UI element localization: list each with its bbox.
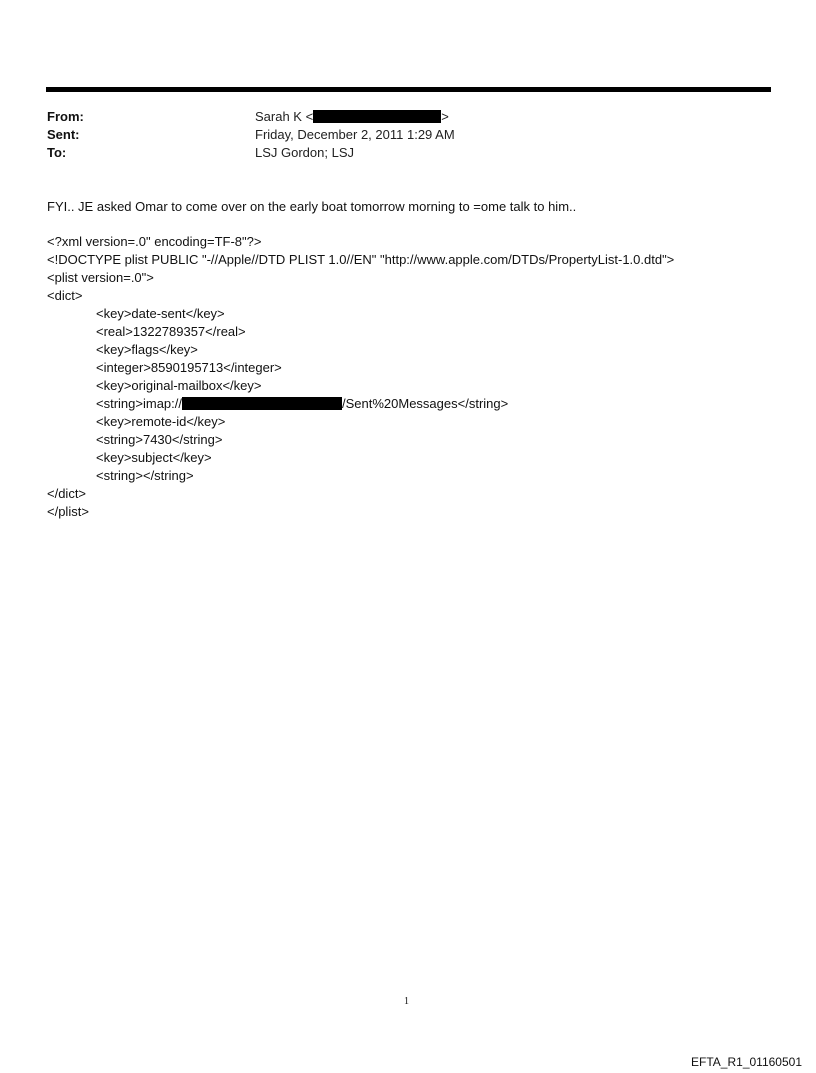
sent-row xyxy=(47,126,455,144)
xml-line: <key>original-mailbox</key> xyxy=(96,378,262,393)
sent-label: Sent: xyxy=(47,127,80,142)
from-row xyxy=(47,108,455,126)
sent-value: Friday, December 2, 2011 1:29 AM xyxy=(255,127,455,142)
xml-line: <string></string> xyxy=(96,468,194,483)
xml-line: <key>remote-id</key> xyxy=(96,414,226,429)
xml-line: <!DOCTYPE plist PUBLIC "-//Apple//DTD PLIST 1.0//EN" "http://www.apple.com/DTDs/PropertyList-1.0.dtd"> xyxy=(47,252,675,267)
xml-plist-block xyxy=(47,233,674,521)
from-name: Sarah K < xyxy=(255,109,314,124)
to-row xyxy=(47,144,455,162)
message-body: FYI.. JE asked Omar to come over on the early boat tomorrow morning to =ome talk to him.. xyxy=(47,199,577,214)
from-value xyxy=(255,108,449,126)
to-value: LSJ Gordon; LSJ xyxy=(255,145,354,160)
xml-line: <key>flags</key> xyxy=(96,342,198,357)
xml-line: <dict> xyxy=(47,288,83,303)
from-suffix: > xyxy=(441,109,449,124)
xml-line xyxy=(47,395,674,413)
xml-imap-prefix: <string>imap:// xyxy=(96,396,182,411)
xml-line: <plist version=.0"> xyxy=(47,270,154,285)
xml-line: <key>subject</key> xyxy=(96,450,212,465)
xml-imap-suffix: /Sent%20Messages</string> xyxy=(342,396,509,411)
header-rule xyxy=(46,87,771,92)
xml-line: <real>1322789357</real> xyxy=(96,324,246,339)
email-header xyxy=(47,108,455,162)
bates-number: EFTA_R1_01160501 xyxy=(691,1055,802,1069)
page-number: 1 xyxy=(404,996,409,1007)
xml-line: </dict> xyxy=(47,486,87,501)
from-label: From: xyxy=(47,109,84,124)
xml-line: <string>7430</string> xyxy=(96,432,223,447)
xml-line: <integer>8590195713</integer> xyxy=(96,360,282,375)
xml-line: </plist> xyxy=(47,504,89,519)
redaction-box xyxy=(313,110,441,123)
xml-line: <key>date-sent</key> xyxy=(96,306,225,321)
to-label: To: xyxy=(47,145,67,160)
xml-line: <?xml version=.0" encoding=TF-8"?> xyxy=(47,234,262,249)
redaction-box xyxy=(182,397,342,410)
